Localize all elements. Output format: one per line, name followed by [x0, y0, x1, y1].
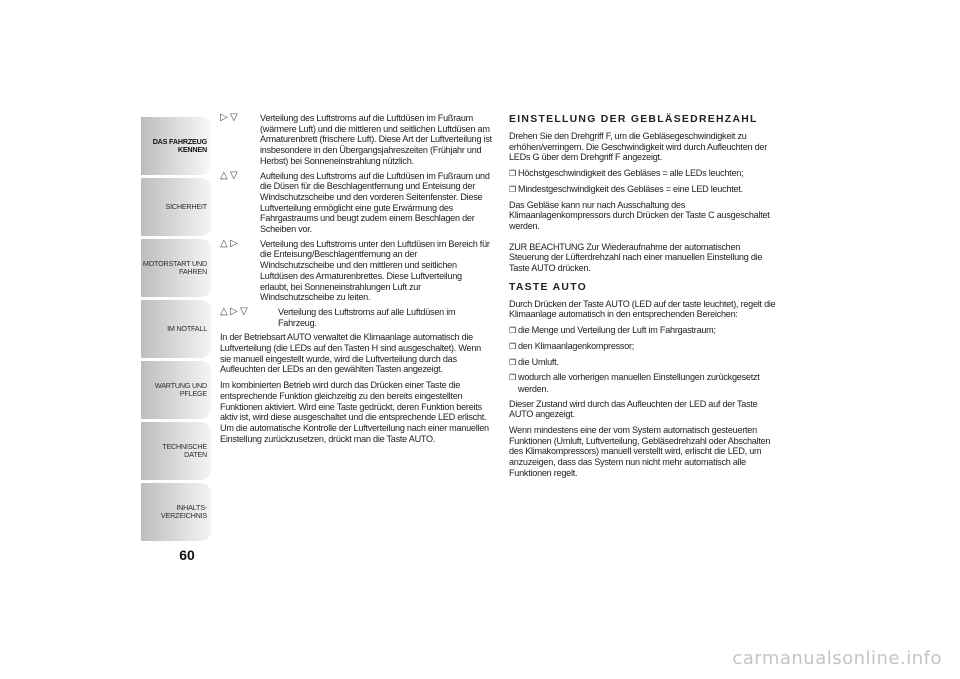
checkbox-bullet-icon: ❐ [509, 341, 516, 351]
tab-wartung-und-pflege[interactable] [141, 361, 211, 419]
vent-up-right-triangle-icon: △ ▷ [220, 237, 238, 249]
note-paragraph: ZUR BEACHTUNG Zur Wiederaufnahme der automatischen Steuerung der Lüfterdrehzahl nach einer manuellen Einstellung die Taste AUTO drücken. [509, 241, 763, 274]
tab-label: MOTORSTART UND FAHREN [142, 258, 207, 276]
list-item-text: die Menge und Verteilung der Luft im Fahrgastraum; [518, 325, 716, 336]
entry-text: Verteilung des Luftstroms unter den Luftdüsen im Bereich für die Enteisung/Beschlagentfernung an der Windschutzscheibe und den mittleren und seitlichen Luftdüsen des Armaturenbrettes. Diese Luftverteilung erlaubt, bei Sonneneinstrahlungen Luft zur Windschutzscheibe zu leiten. [260, 238, 490, 303]
list-item-text: den Klimaanlagenkompressor; [518, 340, 635, 351]
checkbox-bullet-icon: ❐ [509, 357, 516, 367]
paragraph: Drehen Sie den Drehgriff F, um die Gebläsegeschwindigkeit zu erhöhen/verringern. Die Geschwindigkeit wird durch Aufleuchten der LEDs G über dem Drehgriff F angezeigt. [509, 131, 767, 163]
entry-text: Aufteilung des Luftstroms auf die Luftdüsen im Fußraum und die Düsen für die Beschlagentfernung und Enteisung der Windschutzscheibe und den vorderen Seitenfenster. Diese Luftverteilung ermöglicht eine gute Erwärmung des Fahrgastraums und beugt zudem einem Beschlagen der Scheiben vor. [260, 170, 490, 235]
list-item-text: wodurch alle vorherigen manuellen Einstellungen zurückgesetzt werden. [518, 372, 760, 394]
tab-motorstart-und-fahren[interactable] [141, 239, 211, 297]
paragraph: Dieser Zustand wird durch das Aufleuchten der LED auf der Taste AUTO angezeigt. [509, 398, 758, 420]
list-item-text: Höchstgeschwindigkeit des Gebläses = alle LEDs leuchten; [518, 168, 744, 179]
list-item [509, 325, 781, 337]
vent-right-down-triangle-icon: ▷ ▽ [220, 112, 238, 123]
checkbox-bullet-icon: ❐ [509, 373, 516, 383]
paragraph: Wenn mindestens eine der vom System automatisch gesteuerten Funktionen (Umluft, Luftverteilung, Gebläsedrehzahl oder Abschalten des Klimakompressors) manuell verstellt wird, erlischt die LED, um anzuzeigen, dass das System nun nicht mehr automatisch alle Funktionen regelt. [509, 425, 771, 478]
list-item [509, 184, 781, 196]
paragraph: Im kombinierten Betrieb wird durch das Drücken einer Taste die entsprechende Funktion gleichzeitig zu den bereits eingestellten Funktionen aktiviert. Wird eine Taste gedrückt, deren Funktion bereits aktiv ist, wird diese ausgeschaltet und die entsprechende LED erlischt. Um die automatische Kontrolle der Luftverteilung nach einer manuellen Einstellung zurückzusetzen, drückt man die Taste AUTO. [220, 380, 489, 444]
air-distribution-entry [220, 171, 492, 235]
tab-inhaltsverzeichnis[interactable] [141, 483, 211, 541]
section-heading: EINSTELLUNG DER GEBLÄSEDREHZAHL [509, 114, 758, 125]
tab-sicherheit[interactable] [141, 178, 211, 236]
section-heading: TASTE AUTO [509, 281, 588, 293]
air-distribution-entry [220, 239, 492, 303]
list-item-text: Mindestgeschwindigkeit des Gebläses = eine LED leuchtet. [518, 183, 743, 194]
checkbox-bullet-icon: ❐ [509, 169, 516, 179]
left-column [220, 113, 492, 449]
list-item [509, 372, 781, 394]
tab-technische-daten[interactable] [141, 422, 211, 480]
tab-label: INHALTS- VERZEICHNIS [160, 502, 207, 520]
tab-im-notfall[interactable] [141, 300, 211, 358]
tab-label: TECHNISCHE DATEN [162, 441, 207, 459]
checkbox-bullet-icon: ❐ [509, 184, 516, 194]
vent-all-triangle-icon: △ ▷ ▽ [220, 305, 248, 317]
paragraph: In der Betriebsart AUTO verwaltet die Klimaanlage automatisch die Luftverteilung (die LEDs auf den Tasten H sind ausgeschaltet). Wenn sie manuell eingestellt wurde, wird die Luftverteilung durch das Aufleuchten der LEDs an den gewählten Tasten angezeigt. [220, 332, 481, 375]
tab-label: IM NOTFALL [167, 323, 207, 333]
tab-das-fahrzeug-kennen[interactable] [141, 117, 211, 175]
air-distribution-entry [220, 113, 492, 167]
entry-text: Verteilung des Luftstroms auf die Luftdüsen im Fußraum (wärmere Luft) und die mittleren und seitlichen Luftdüsen am Armaturenbrett (frischere Luft). Diese Art der Luftverteilung ist insbesondere in den Übergangsjahreszeiten (Frühjahr und Herbst) bei Sonneneinstrahlung nützlich. [260, 113, 492, 166]
list-item [509, 168, 781, 180]
list-item [509, 357, 781, 369]
watermark: carmanualsonline.info [732, 648, 942, 669]
list-item [509, 341, 781, 353]
list-item-text: die Umluft. [518, 356, 559, 367]
paragraph: Das Gebläse kann nur nach Ausschaltung des Klimaanlagenkompressors durch Drücken der Taste C ausgeschaltet werden. [509, 199, 770, 231]
section-tabs [141, 117, 211, 544]
paragraph: Durch Drücken der Taste AUTO (LED auf der taste leuchtet), regelt die Klimaanlage automatisch in den entsprechenden Bereichen: [509, 298, 776, 320]
entry-text: Verteilung des Luftstroms auf alle Luftdüsen im Fahrzeug. [278, 306, 456, 328]
tab-label: DAS FAHRZEUG KENNEN [152, 136, 207, 154]
tab-label: SICHERHEIT [165, 201, 207, 211]
page-number: 60 [179, 547, 195, 563]
air-distribution-entry [220, 307, 492, 328]
checkbox-bullet-icon: ❐ [509, 326, 516, 336]
tab-label: WARTUNG UND PFLEGE [154, 380, 207, 398]
right-column [509, 114, 781, 484]
vent-up-down-triangle-icon: △ ▽ [220, 169, 238, 181]
